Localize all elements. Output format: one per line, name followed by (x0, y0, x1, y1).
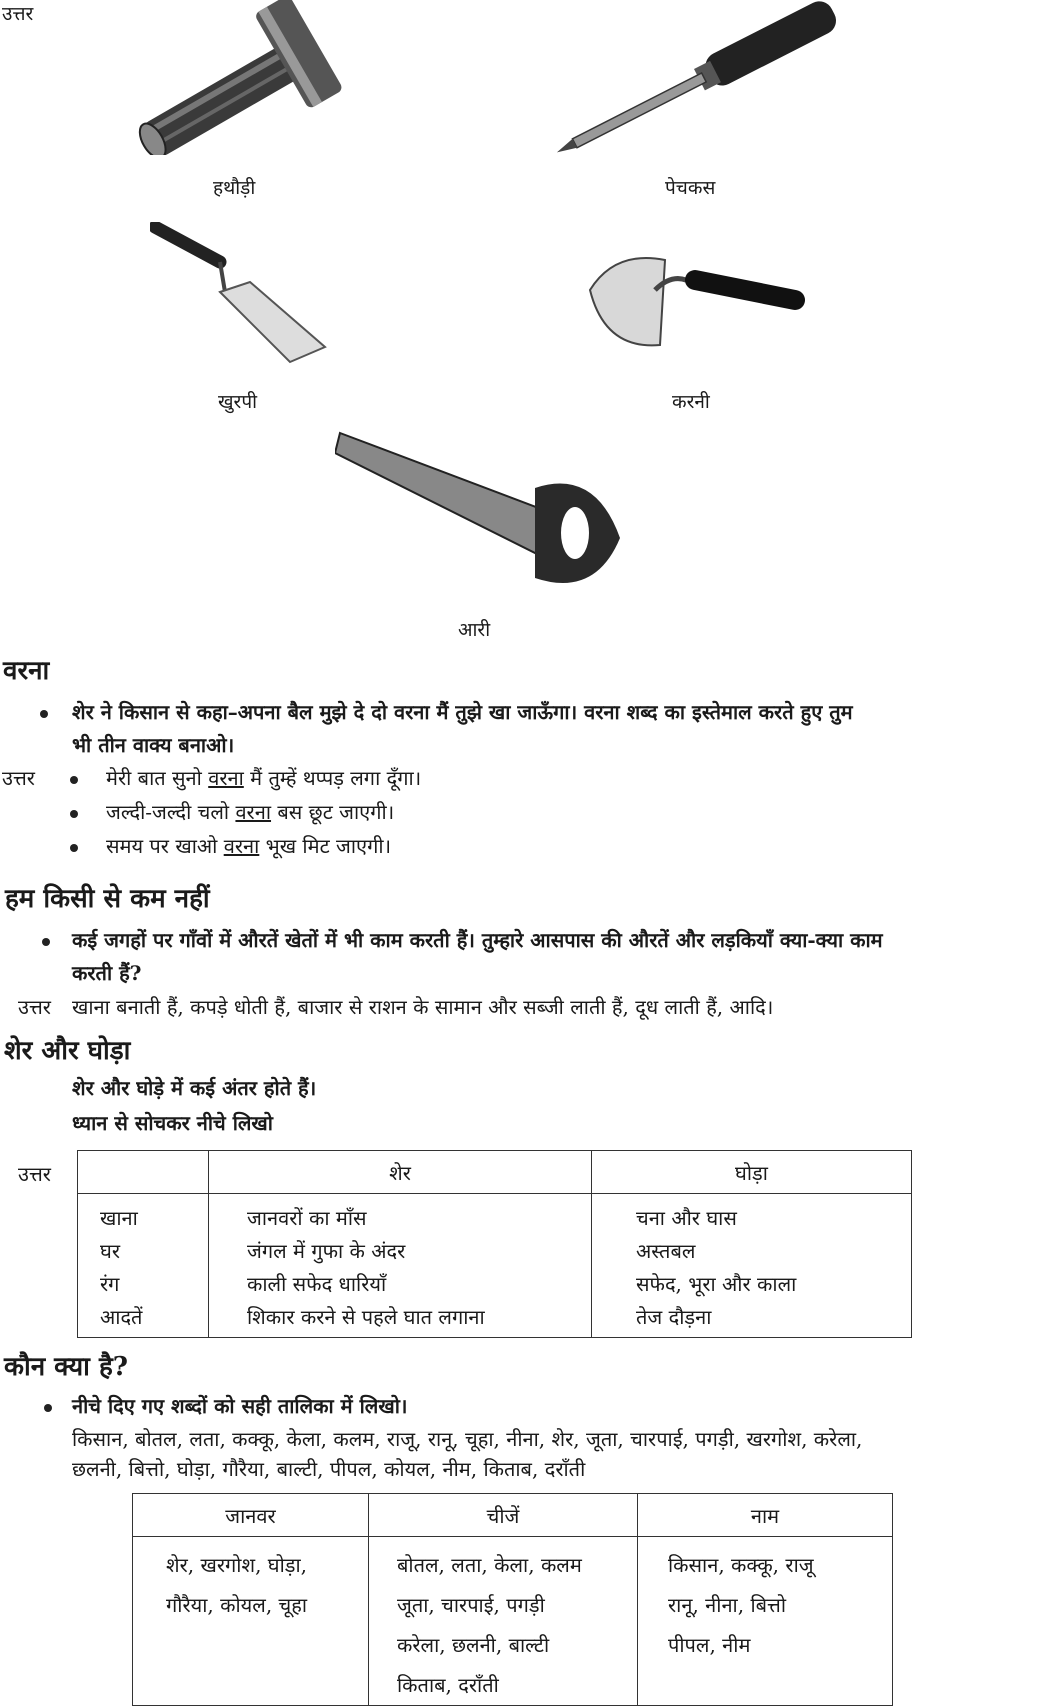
table-cell (592, 1194, 912, 1338)
cell-text: किसान, कक्कू, राजू (668, 1553, 814, 1577)
bullet-icon (44, 1404, 52, 1412)
section-heading-ham-kisi: हम किसी से कम नहीं (5, 884, 210, 914)
kaun-kya-table (132, 1493, 893, 1706)
bullet-icon (70, 810, 78, 818)
table-header-cell: घोड़ा (592, 1151, 912, 1194)
table-cell-names (638, 1537, 893, 1706)
cell-text: काली सफेद धारियाँ (247, 1272, 387, 1296)
hammer-icon (120, 0, 365, 155)
cell-text: जंगल में गुफा के अंदर (247, 1239, 406, 1263)
tool-label-hammer: हथौड़ी (213, 177, 256, 199)
row-label: रंग (100, 1272, 120, 1296)
table-header-cell: चीजें (369, 1494, 638, 1537)
bullet-icon (40, 710, 48, 718)
table-cell-things (369, 1537, 638, 1706)
karni-trowel-icon (585, 250, 805, 360)
bullet-icon (70, 776, 78, 784)
cell-text: किताब, दराँती (397, 1673, 499, 1697)
table-row (78, 1194, 912, 1338)
varna-answer-2: जल्दी-जल्दी चलो वरना बस छूट जाएगी। (106, 800, 395, 824)
tool-label-saw: आरी (458, 619, 491, 641)
varna-question-line2: भी तीन वाक्य बनाओ। (72, 733, 235, 757)
kaun-kya-instruction: नीचे दिए गए शब्दों को सही तालिका में लिखो। (72, 1394, 408, 1418)
saw-icon (335, 428, 625, 596)
table-header-row (133, 1494, 893, 1537)
ham-kisi-question-line2: करती हैं? (72, 961, 142, 985)
row-label: घर (100, 1239, 120, 1263)
khurpi-trowel-icon (150, 222, 330, 367)
cell-text: करेला, छलनी, बाल्टी (397, 1633, 550, 1657)
bullet-icon (70, 844, 78, 852)
cell-text: जानवरों का माँस (247, 1206, 367, 1230)
table-cell (209, 1194, 592, 1338)
cell-text: तेज दौड़ना (636, 1305, 712, 1329)
cell-text: सफेद, भूरा और काला (636, 1272, 797, 1296)
answer-label: उत्तर (18, 1162, 51, 1186)
section-heading-varna: वरना (3, 656, 50, 686)
sher-ghoda-line2: ध्यान से सोचकर नीचे लिखो (72, 1111, 273, 1135)
table-header-cell: नाम (638, 1494, 893, 1537)
kaun-kya-words-line1: किसान, बोतल, लता, कक्कू, केला, कलम, राजू, रानू, चूहा, नीना, शेर, जूता, चारपाई, पगड़ी, खरगोश, करेला, (72, 1427, 863, 1451)
tool-label-screwdriver: पेचकस (665, 177, 716, 199)
section-heading-kaun-kya: कौन क्या है? (4, 1352, 128, 1382)
answer-label: उत्तर (18, 995, 51, 1019)
ham-kisi-question-line1: कई जगहों पर गाँवों में औरतें खेतों में भी काम करती हैं। तुम्हारे आसपास की औरतें और लड़कियाँ क्या-क्या काम (72, 928, 883, 952)
table-header-cell: शेर (209, 1151, 592, 1194)
screwdriver-icon (540, 0, 850, 165)
table-cell-animals (133, 1537, 369, 1706)
cell-text: अस्तबल (636, 1239, 696, 1263)
answer-label: उत्तर (2, 766, 35, 790)
cell-text: चना और घास (636, 1206, 737, 1230)
table-cell (78, 1194, 209, 1338)
table-header-cell: जानवर (133, 1494, 369, 1537)
tool-label-khurpi: खुरपी (218, 391, 258, 413)
varna-answer-3: समय पर खाओ वरना भूख मिट जाएगी। (106, 834, 392, 858)
varna-question-line1: शेर ने किसान से कहा–अपना बैल मुझे दे दो वरना मैं तुझे खा जाऊँगा। वरना शब्द का इस्तेमाल करते हुए तुम (72, 700, 853, 724)
cell-text: शेर, खरगोश, घोड़ा, (166, 1553, 308, 1577)
row-label: आदतें (100, 1305, 143, 1329)
table-row (133, 1537, 893, 1706)
varna-answer-1: मेरी बात सुनो वरना मैं तुम्हें थप्पड़ लगा दूँगा। (106, 766, 422, 790)
table-header-row (78, 1151, 912, 1194)
cell-text: बोतल, लता, केला, कलम (397, 1553, 582, 1577)
cell-text: शिकार करने से पहले घात लगाना (247, 1305, 485, 1329)
bullet-icon (42, 938, 50, 946)
sher-ghoda-line1: शेर और घोड़े में कई अंतर होते हैं। (72, 1076, 317, 1100)
section-heading-sher-ghoda: शेर और घोड़ा (4, 1036, 131, 1066)
ham-kisi-answer: खाना बनाती हैं, कपड़े धोती हैं, बाजार से राशन के सामान और सब्जी लाती हैं, दूध लाती हैं, आदि। (72, 995, 774, 1019)
kaun-kya-words-line2: छलनी, बित्तो, घोड़ा, गौरैया, बाल्टी, पीपल, कोयल, नीम, किताब, दराँती (72, 1457, 586, 1481)
table-header-cell (78, 1151, 209, 1194)
row-label: खाना (100, 1206, 138, 1230)
cell-text: रानू, नीना, बित्तो (668, 1593, 787, 1617)
cell-text: गौरैया, कोयल, चूहा (166, 1593, 308, 1617)
tool-label-karni: करनी (672, 391, 710, 413)
sher-ghoda-table (77, 1150, 912, 1338)
cell-text: जूता, चारपाई, पगड़ी (397, 1593, 545, 1617)
cell-text: पीपल, नीम (668, 1633, 751, 1657)
answer-label: उत्तर (2, 3, 34, 25)
